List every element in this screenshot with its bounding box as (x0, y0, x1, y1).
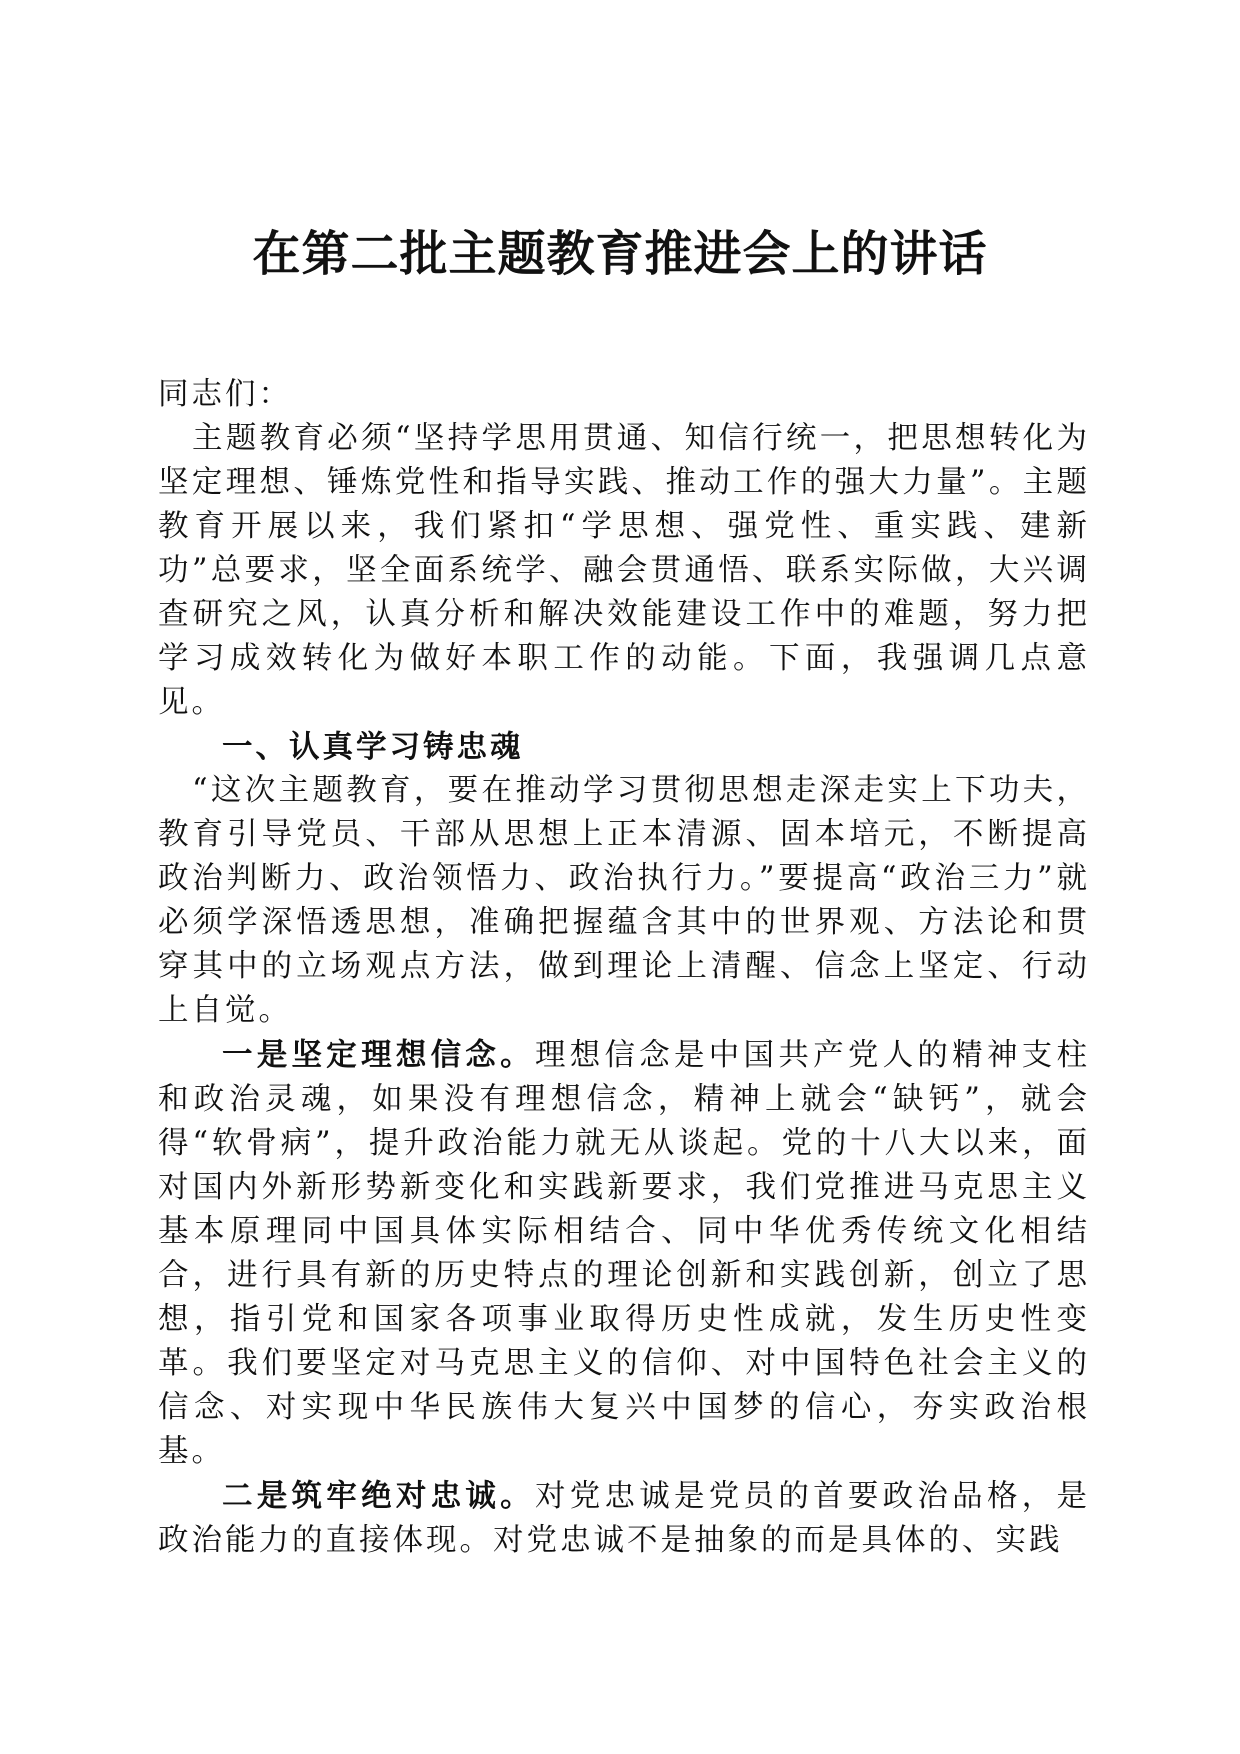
point-2-paragraph (158, 1474, 1090, 1563)
intro-paragraph: 主题教育必须“坚持学思用贯通、知信行统一，把思想转化为坚定理想、锤炼党性和指导实践、推动工作的强大力量”。主题教育开展以来，我们紧扣“学思想、强党性、重实践、建新功”总要求，坚全面系统学、融会贯通悟、联系实际做，大兴调查研究之风，认真分析和解决效能建设工作中的难题，努力把学习成效转化为做好本职工作的动能。下面，我强调几点意见。 (158, 421, 1090, 720)
point-1-lead: 一是坚定理想信念。 (222, 1037, 535, 1073)
section-heading-1: 一、认真学习铸忠魂 (222, 729, 524, 765)
salutation: 同志们： (158, 377, 292, 412)
section-1-paragraph: “这次主题教育，要在推动学习贯彻思想走深走实上下功夫，教育引导党员、干部从思想上正本清源、固本培元，不断提高政治判断力、政治领悟力、政治执行力。”要提高“政治三力”就必须学深悟透思想，准确把握蕴含其中的世界观、方法论和贯穿其中的立场观点方法，做到理论上清醒、信念上坚定、行动上自觉。 (158, 773, 1090, 1028)
point-1-text: 理想信念是中国共产党人的精神支柱和政治灵魂，如果没有理想信念，精神上就会“缺钙”，就会得“软骨病”，提升政治能力就无从谈起。党的十八大以来，面对国内外新形势新变化和实践新要求，我们党推进马克思主义基本原理同中国具体实际相结合、同中华优秀传统文化相结合，进行具有新的历史特点的理论创新和实践创新，创立了思想，指引党和国家各项事业取得历史性成就，发生历史性变革。我们要坚定对马克思主义的信仰、对中国特色社会主义的信念、对实现中华民族伟大复兴中国梦的信心，夯实政治根基。 (158, 1038, 1090, 1469)
point-1-paragraph (158, 1033, 1090, 1474)
point-2-text: 对党忠诚是党员的首要政治品格，是政治能力的直接体现。对党忠诚不是抽象的而是具体的、实践 (158, 1479, 1090, 1558)
document-body (158, 373, 1090, 1563)
point-2-lead: 二是筑牢绝对忠诚。 (222, 1478, 535, 1514)
document-title: 在第二批主题教育推进会上的讲话 (252, 226, 988, 282)
